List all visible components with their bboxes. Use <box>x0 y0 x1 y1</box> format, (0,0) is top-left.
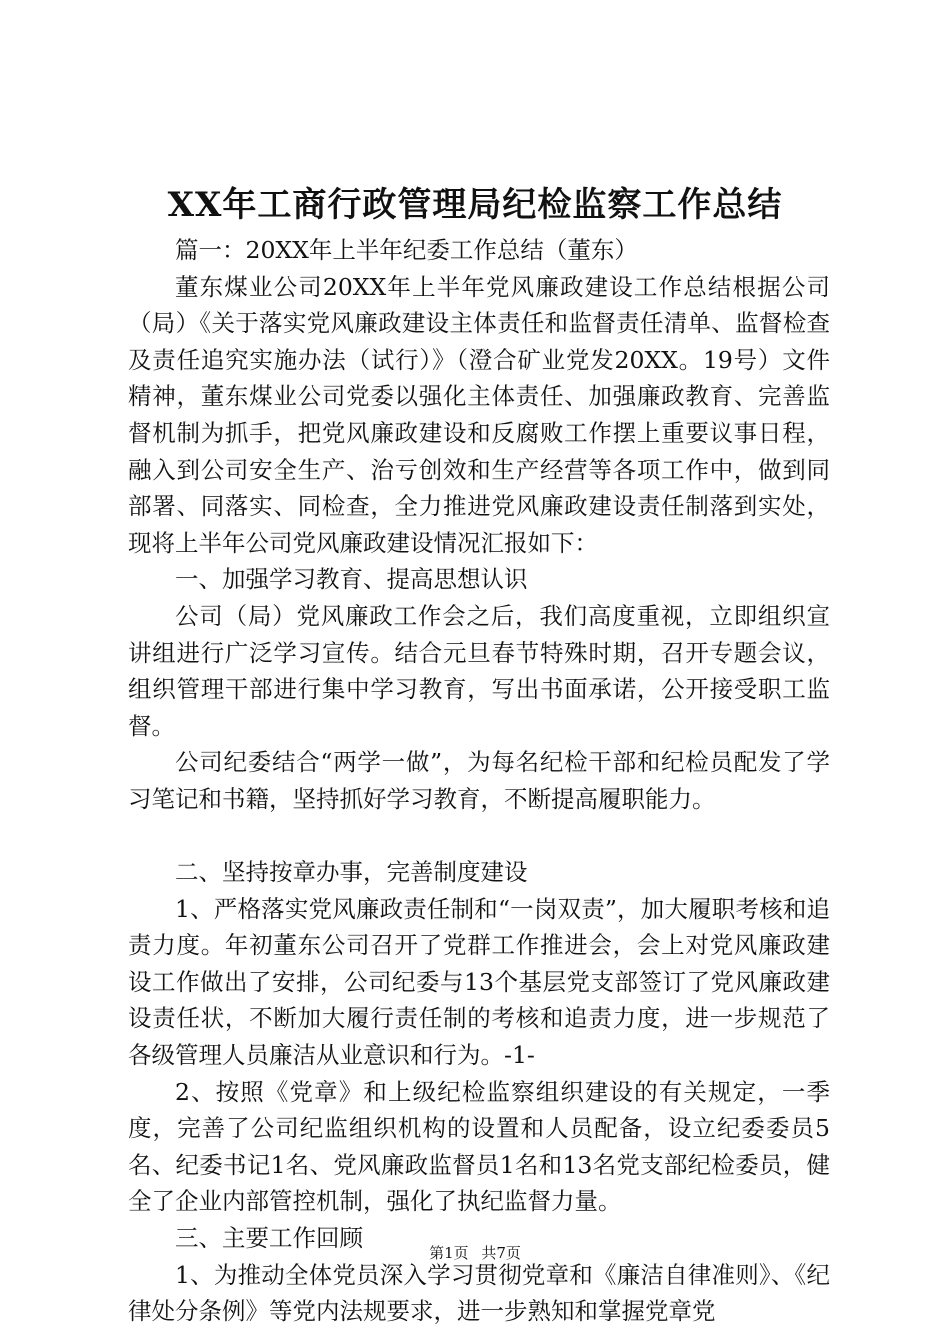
page-number: 第1页 <box>429 1244 469 1262</box>
page-footer <box>0 1243 950 1263</box>
body-paragraph: 1、为推动全体党员深入学习贯彻党章和《廉洁自律准则》、《纪律处分条例》等党内法规要求，进一步熟知和掌握党章党 <box>128 1260 830 1326</box>
body-paragraph: 公司（局）党风廉政工作会之后，我们高度重视，立即组织宣讲组进行广泛学习宣传。结合元旦春节特殊时期，召开专题会议，组织管理干部进行集中学习教育，写出书面承诺，公开接受职工监督。 <box>128 601 830 740</box>
section-heading: 二、坚持按章办事，完善制度建设 <box>175 858 528 887</box>
section-heading: 三、主要工作回顾 <box>175 1224 363 1253</box>
document-title: XX年工商行政管理局纪检监察工作总结 <box>167 185 783 225</box>
body-paragraph: 董东煤业公司20XX年上半年党风廉政建设工作总结根据公司（局）《关于落实党风廉政建设主体责任和监督责任清单、监督检查及责任追究实施办法（试行）》（澄合矿业党发20XX。19号）文件精神，董东煤业公司党委以强化主体责任、加强廉政教育、完善监督机制为抓手，把党风廉政建设和反腐败工作摆上重要议事日程，融入到公司安全生产、治亏创效和生产经营等各项工作中，做到同部署、同落实、同检查，全力推进党风廉政建设责任制落到实处，现将上半年公司党风廉政建设情况汇报如下： <box>128 272 830 557</box>
body-paragraph: 公司纪委结合“两学一做”，为每名纪检干部和纪检员配发了学习笔记和书籍，坚持抓好学习教育，不断提高履职能力。 <box>128 748 830 813</box>
blank-line <box>128 818 830 855</box>
document-body <box>128 232 830 1330</box>
section-heading: 篇一：20XX年上半年纪委工作总结（董东） <box>175 236 638 264</box>
page-total: 共7页 <box>481 1244 521 1262</box>
body-paragraph: 1、严格落实党风廉政责任制和“一岗双责”，加大履职考核和追责力度。年初董东公司召开了党群工作推进会，会上对党风廉政建设工作做出了安排，公司纪委与13个基层党支部签订了党风廉政建设责任状，不断加大履行责任制的考核和追责力度，进一步规范了各级管理人员廉洁从业意识和行为。-1- <box>128 894 830 1070</box>
section-heading: 一、加强学习教育、提高思想认识 <box>175 565 528 594</box>
body-paragraph: 2、按照《党章》和上级纪检监察组织建设的有关规定，一季度，完善了公司纪监组织机构的设置和人员配备，设立纪委委员5名、纪委书记1名、党风廉政监督员1名和13名党支部纪检委员，健全了企业内部管控机制，强化了执纪监督力量。 <box>128 1077 830 1216</box>
